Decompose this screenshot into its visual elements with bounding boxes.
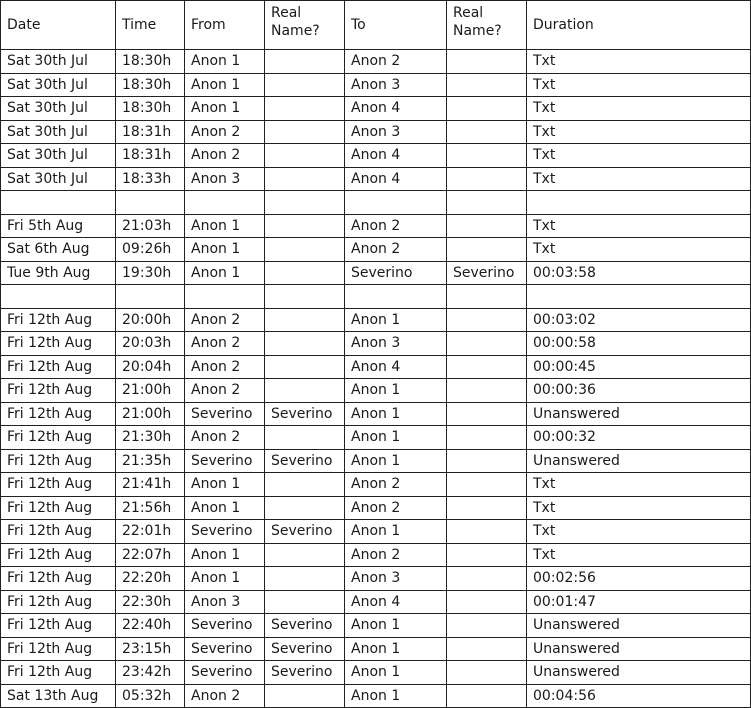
time-cell: 22:07h	[116, 543, 185, 567]
time-cell: 18:31h	[116, 144, 185, 168]
to-real-name-cell	[447, 238, 527, 262]
to-real-name-cell	[447, 567, 527, 591]
table-row	[1, 684, 751, 708]
to-cell: Anon 2	[345, 50, 447, 74]
table-row	[1, 120, 751, 144]
duration-cell: Unanswered	[527, 614, 751, 638]
duration-cell: Unanswered	[527, 402, 751, 426]
time-cell: 18:30h	[116, 97, 185, 121]
table-row	[1, 496, 751, 520]
from-cell: Severino	[185, 449, 265, 473]
time-cell: 20:00h	[116, 308, 185, 332]
duration-cell: Txt	[527, 50, 751, 74]
time-cell: 21:03h	[116, 214, 185, 238]
duration-cell: Txt	[527, 238, 751, 262]
header-row	[1, 1, 751, 50]
time-cell: 18:31h	[116, 120, 185, 144]
to-cell: Anon 2	[345, 543, 447, 567]
time-cell	[116, 285, 185, 309]
duration-cell: 00:02:56	[527, 567, 751, 591]
table-row	[1, 402, 751, 426]
from-cell: Severino	[185, 637, 265, 661]
from-cell: Anon 2	[185, 332, 265, 356]
table-row	[1, 97, 751, 121]
duration-cell: Txt	[527, 144, 751, 168]
from-real-name-cell	[265, 120, 345, 144]
table-row	[1, 567, 751, 591]
duration-cell: Unanswered	[527, 449, 751, 473]
date-cell: Fri 12th Aug	[1, 379, 116, 403]
table-row	[1, 449, 751, 473]
table-row	[1, 214, 751, 238]
time-cell: 21:56h	[116, 496, 185, 520]
to-cell: Anon 2	[345, 496, 447, 520]
duration-cell: Txt	[527, 520, 751, 544]
to-cell: Anon 1	[345, 402, 447, 426]
from-cell: Anon 1	[185, 473, 265, 497]
date-cell: Fri 12th Aug	[1, 426, 116, 450]
to-real-name-cell	[447, 614, 527, 638]
time-cell: 22:40h	[116, 614, 185, 638]
to-real-name-cell	[447, 144, 527, 168]
from-cell: Anon 1	[185, 261, 265, 285]
date-cell: Fri 12th Aug	[1, 637, 116, 661]
date-cell: Fri 12th Aug	[1, 661, 116, 685]
time-cell: 22:20h	[116, 567, 185, 591]
from-cell: Severino	[185, 661, 265, 685]
to-real-name-cell	[447, 543, 527, 567]
duration-cell: Txt	[527, 73, 751, 97]
from-real-name-cell	[265, 97, 345, 121]
date-cell: Sat 30th Jul	[1, 167, 116, 191]
to-real-name-cell	[447, 191, 527, 215]
header-to-real-name: Real Name?	[447, 1, 527, 50]
to-real-name-cell	[447, 120, 527, 144]
from-real-name-cell	[265, 50, 345, 74]
to-real-name-cell	[447, 590, 527, 614]
to-real-name-cell	[447, 449, 527, 473]
date-cell: Fri 12th Aug	[1, 520, 116, 544]
from-cell: Anon 2	[185, 355, 265, 379]
duration-cell: Txt	[527, 496, 751, 520]
from-cell: Anon 1	[185, 496, 265, 520]
to-real-name-cell	[447, 402, 527, 426]
to-real-name-cell	[447, 332, 527, 356]
header-date: Date	[1, 1, 116, 50]
to-real-name-cell	[447, 520, 527, 544]
to-real-name-cell	[447, 637, 527, 661]
from-cell: Anon 2	[185, 379, 265, 403]
table-row	[1, 50, 751, 74]
date-cell: Fri 5th Aug	[1, 214, 116, 238]
to-cell: Anon 4	[345, 97, 447, 121]
date-cell: Sat 30th Jul	[1, 73, 116, 97]
from-cell	[185, 285, 265, 309]
time-cell: 22:30h	[116, 590, 185, 614]
from-cell: Anon 1	[185, 73, 265, 97]
to-cell: Anon 1	[345, 308, 447, 332]
table-row	[1, 238, 751, 262]
from-real-name-cell: Severino	[265, 449, 345, 473]
to-cell: Anon 1	[345, 614, 447, 638]
from-real-name-cell	[265, 332, 345, 356]
to-cell	[345, 191, 447, 215]
duration-cell: 00:04:56	[527, 684, 751, 708]
date-cell: Sat 6th Aug	[1, 238, 116, 262]
duration-cell: 00:00:58	[527, 332, 751, 356]
date-cell: Fri 12th Aug	[1, 449, 116, 473]
to-real-name-cell	[447, 355, 527, 379]
time-cell: 18:30h	[116, 50, 185, 74]
table-row	[1, 332, 751, 356]
table-row	[1, 520, 751, 544]
to-cell: Anon 2	[345, 473, 447, 497]
duration-cell: 00:00:45	[527, 355, 751, 379]
to-cell: Severino	[345, 261, 447, 285]
to-real-name-cell	[447, 473, 527, 497]
from-real-name-cell: Severino	[265, 661, 345, 685]
to-real-name-cell	[447, 73, 527, 97]
table-row	[1, 73, 751, 97]
from-cell: Anon 1	[185, 97, 265, 121]
from-real-name-cell	[265, 543, 345, 567]
date-cell: Fri 12th Aug	[1, 355, 116, 379]
to-cell: Anon 1	[345, 449, 447, 473]
to-cell: Anon 4	[345, 144, 447, 168]
date-cell: Fri 12th Aug	[1, 543, 116, 567]
duration-cell: 00:00:36	[527, 379, 751, 403]
from-cell	[185, 191, 265, 215]
to-cell: Anon 1	[345, 379, 447, 403]
duration-cell: Unanswered	[527, 637, 751, 661]
table-row	[1, 167, 751, 191]
from-cell: Anon 1	[185, 238, 265, 262]
to-cell: Anon 3	[345, 567, 447, 591]
from-real-name-cell	[265, 285, 345, 309]
time-cell: 18:33h	[116, 167, 185, 191]
from-real-name-cell	[265, 355, 345, 379]
from-cell: Anon 3	[185, 590, 265, 614]
to-real-name-cell	[447, 214, 527, 238]
to-real-name-cell	[447, 426, 527, 450]
date-cell: Tue 9th Aug	[1, 261, 116, 285]
duration-cell: Txt	[527, 120, 751, 144]
from-real-name-cell	[265, 426, 345, 450]
duration-cell	[527, 285, 751, 309]
to-real-name-cell	[447, 50, 527, 74]
duration-cell: 00:01:47	[527, 590, 751, 614]
from-real-name-cell	[265, 567, 345, 591]
table-row	[1, 590, 751, 614]
duration-cell	[527, 191, 751, 215]
table-row	[1, 379, 751, 403]
date-cell	[1, 285, 116, 309]
to-real-name-cell	[447, 308, 527, 332]
table-row	[1, 355, 751, 379]
header-time: Time	[116, 1, 185, 50]
date-cell: Fri 12th Aug	[1, 567, 116, 591]
to-real-name-cell	[447, 379, 527, 403]
from-cell: Anon 2	[185, 120, 265, 144]
from-cell: Anon 3	[185, 167, 265, 191]
from-cell: Anon 1	[185, 543, 265, 567]
table-body	[1, 50, 751, 708]
to-cell: Anon 4	[345, 355, 447, 379]
duration-cell: Txt	[527, 473, 751, 497]
header-from-real-name: Real Name?	[265, 1, 345, 50]
to-real-name-cell: Severino	[447, 261, 527, 285]
time-cell: 21:00h	[116, 402, 185, 426]
from-real-name-cell	[265, 167, 345, 191]
time-cell: 19:30h	[116, 261, 185, 285]
time-cell: 21:41h	[116, 473, 185, 497]
from-real-name-cell	[265, 191, 345, 215]
from-cell: Anon 2	[185, 684, 265, 708]
date-cell: Fri 12th Aug	[1, 614, 116, 638]
to-real-name-cell	[447, 97, 527, 121]
to-cell: Anon 4	[345, 590, 447, 614]
table-row	[1, 637, 751, 661]
to-cell	[345, 285, 447, 309]
from-real-name-cell: Severino	[265, 614, 345, 638]
from-real-name-cell	[265, 684, 345, 708]
date-cell: Sat 30th Jul	[1, 97, 116, 121]
from-real-name-cell	[265, 496, 345, 520]
time-cell: 22:01h	[116, 520, 185, 544]
to-cell: Anon 1	[345, 684, 447, 708]
time-cell: 18:30h	[116, 73, 185, 97]
to-cell: Anon 2	[345, 214, 447, 238]
to-cell: Anon 3	[345, 73, 447, 97]
table-row	[1, 614, 751, 638]
time-cell: 20:04h	[116, 355, 185, 379]
date-cell: Fri 12th Aug	[1, 496, 116, 520]
to-real-name-cell	[447, 684, 527, 708]
to-cell: Anon 4	[345, 167, 447, 191]
time-cell: 21:30h	[116, 426, 185, 450]
time-cell: 09:26h	[116, 238, 185, 262]
from-cell: Anon 1	[185, 214, 265, 238]
to-real-name-cell	[447, 496, 527, 520]
table-row	[1, 261, 751, 285]
time-cell	[116, 191, 185, 215]
time-cell: 20:03h	[116, 332, 185, 356]
duration-cell: Txt	[527, 97, 751, 121]
date-cell	[1, 191, 116, 215]
to-cell: Anon 1	[345, 520, 447, 544]
from-real-name-cell: Severino	[265, 520, 345, 544]
duration-cell: Txt	[527, 543, 751, 567]
to-cell: Anon 3	[345, 332, 447, 356]
table-row	[1, 144, 751, 168]
date-cell: Sat 13th Aug	[1, 684, 116, 708]
table-row	[1, 191, 751, 215]
to-cell: Anon 3	[345, 120, 447, 144]
date-cell: Sat 30th Jul	[1, 50, 116, 74]
table-row	[1, 308, 751, 332]
from-cell: Anon 2	[185, 308, 265, 332]
to-cell: Anon 2	[345, 238, 447, 262]
date-cell: Fri 12th Aug	[1, 402, 116, 426]
to-cell: Anon 1	[345, 661, 447, 685]
from-cell: Anon 2	[185, 426, 265, 450]
duration-cell: 00:03:02	[527, 308, 751, 332]
from-real-name-cell: Severino	[265, 402, 345, 426]
date-cell: Fri 12th Aug	[1, 308, 116, 332]
table-row	[1, 661, 751, 685]
duration-cell: Unanswered	[527, 661, 751, 685]
from-cell: Severino	[185, 520, 265, 544]
from-real-name-cell	[265, 590, 345, 614]
date-cell: Fri 12th Aug	[1, 473, 116, 497]
time-cell: 23:42h	[116, 661, 185, 685]
to-real-name-cell	[447, 167, 527, 191]
to-cell: Anon 1	[345, 426, 447, 450]
duration-cell: Txt	[527, 214, 751, 238]
table-row	[1, 285, 751, 309]
to-real-name-cell	[447, 661, 527, 685]
date-cell: Sat 30th Jul	[1, 144, 116, 168]
date-cell: Fri 12th Aug	[1, 332, 116, 356]
from-cell: Anon 1	[185, 567, 265, 591]
from-real-name-cell	[265, 308, 345, 332]
from-real-name-cell	[265, 144, 345, 168]
from-cell: Severino	[185, 614, 265, 638]
duration-cell: 00:03:58	[527, 261, 751, 285]
time-cell: 21:00h	[116, 379, 185, 403]
from-real-name-cell	[265, 473, 345, 497]
table-row	[1, 473, 751, 497]
from-cell: Severino	[185, 402, 265, 426]
from-cell: Anon 2	[185, 144, 265, 168]
date-cell: Fri 12th Aug	[1, 590, 116, 614]
from-real-name-cell	[265, 214, 345, 238]
from-real-name-cell: Severino	[265, 637, 345, 661]
time-cell: 23:15h	[116, 637, 185, 661]
from-real-name-cell	[265, 379, 345, 403]
header-duration: Duration	[527, 1, 751, 50]
time-cell: 21:35h	[116, 449, 185, 473]
from-real-name-cell	[265, 238, 345, 262]
to-cell: Anon 1	[345, 637, 447, 661]
from-real-name-cell	[265, 261, 345, 285]
from-cell: Anon 1	[185, 50, 265, 74]
table-row	[1, 426, 751, 450]
date-cell: Sat 30th Jul	[1, 120, 116, 144]
to-real-name-cell	[447, 285, 527, 309]
duration-cell: 00:00:32	[527, 426, 751, 450]
header-to: To	[345, 1, 447, 50]
header-from: From	[185, 1, 265, 50]
from-real-name-cell	[265, 73, 345, 97]
time-cell: 05:32h	[116, 684, 185, 708]
table-row	[1, 543, 751, 567]
duration-cell: Txt	[527, 167, 751, 191]
